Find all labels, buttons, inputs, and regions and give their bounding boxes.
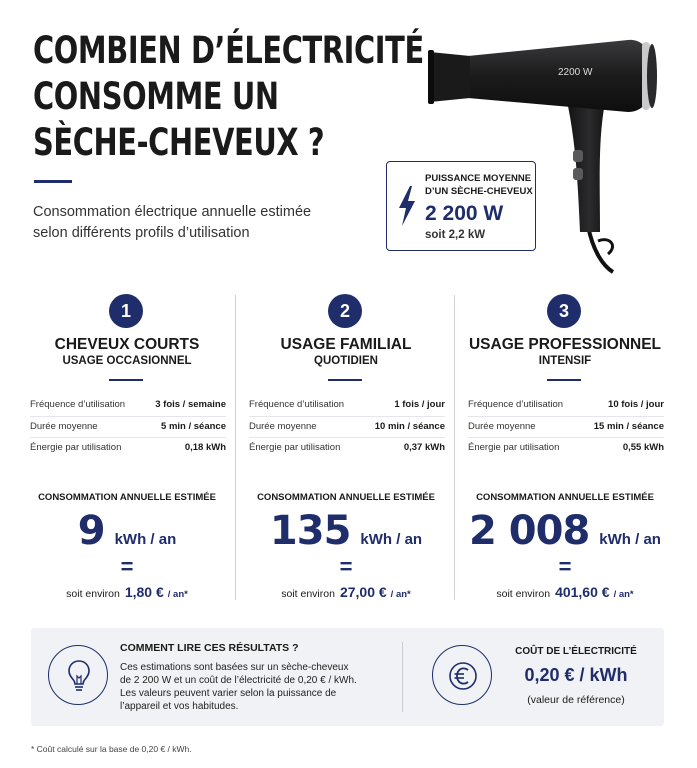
euro-icon <box>432 645 492 705</box>
stat-row-frequency <box>468 395 664 417</box>
lightning-bolt-icon <box>397 186 417 226</box>
stat-value: 10 fois / jour <box>608 399 664 410</box>
profile-number-badge: 2 <box>328 294 362 328</box>
profile-accent-rule <box>547 379 581 381</box>
stat-label: Énergie par utilisation <box>468 442 560 453</box>
annual-cost-unit: / an* <box>390 589 411 600</box>
annual-consumption-label: CONSOMMATION ANNUELLE ESTIMÉE <box>476 492 654 503</box>
page-subtitle <box>33 202 333 244</box>
stat-row-frequency <box>249 395 445 417</box>
profile-stats <box>468 395 664 460</box>
stat-value: 0,55 kWh <box>622 442 664 453</box>
average-power-label <box>425 172 533 198</box>
profile-subtitle: USAGE OCCASIONNEL <box>62 355 192 367</box>
stat-value: 5 min / séance <box>161 420 226 432</box>
electricity-cost-label: COÛT DE L’ÉLECTRICITÉ <box>515 646 637 657</box>
stat-label: Durée moyenne <box>249 420 317 432</box>
profile-card-family <box>237 292 455 604</box>
annual-consumption-value: 9 <box>77 508 105 554</box>
page-title-line-2: CONSOMME UN <box>33 75 279 118</box>
annual-consumption-unit: kWh / an <box>114 531 177 548</box>
page-subtitle-line-1: Consommation électrique annuelle estimée <box>33 204 312 220</box>
profile-title: USAGE FAMILIAL <box>280 336 412 353</box>
page-title <box>33 28 424 166</box>
profile-title: CHEVEUX COURTS <box>54 336 200 353</box>
annual-cost-value: 401,60 € <box>555 584 610 600</box>
electricity-cost-value: 0,20 € / kWh <box>524 665 628 685</box>
lightbulb-icon-glyph <box>67 659 91 693</box>
annual-cost-unit: / an* <box>613 589 634 600</box>
equals-sign: = <box>120 554 134 579</box>
stat-row-energy <box>468 438 664 460</box>
equals-sign: = <box>558 554 572 579</box>
annual-consumption <box>237 508 455 554</box>
stat-value: 0,18 kWh <box>184 442 226 453</box>
stat-value: 3 fois / semaine <box>155 399 226 410</box>
profile-subtitle: INTENSIF <box>538 355 592 367</box>
hair-dryer-power-label: 2200 W <box>558 67 593 78</box>
annual-consumption-label: CONSOMMATION ANNUELLE ESTIMÉE <box>38 492 216 503</box>
stat-label: Énergie par utilisation <box>30 442 122 453</box>
info-title: COMMENT LIRE CES RÉSULTATS ? <box>120 642 299 654</box>
annual-consumption-label: CONSOMMATION ANNUELLE ESTIMÉE <box>257 492 435 503</box>
annual-consumption-value: 2 008 <box>469 508 590 554</box>
profile-stats <box>249 395 445 460</box>
info-text-line-1: Ces estimations sont basées sur un sèche-cheveux <box>120 662 349 673</box>
stat-row-duration <box>249 417 445 439</box>
stat-label: Fréquence d’utilisation <box>30 399 126 410</box>
footnote: * Coût calculé sur la base de 0,20 € / kWh. <box>31 744 192 754</box>
annual-cost-prefix: soit environ <box>281 588 335 600</box>
annual-cost <box>237 584 455 600</box>
info-text-line-3: Les valeurs peuvent varier selon la puissance de <box>120 688 337 699</box>
profile-number-badge: 3 <box>547 294 581 328</box>
info-separator <box>402 642 403 712</box>
stat-row-energy <box>30 438 226 460</box>
average-power-label-line-1: PUISSANCE MOYENNE <box>425 173 532 184</box>
annual-cost-unit: / an* <box>167 589 188 600</box>
average-power-value: 2 200 W <box>425 202 504 225</box>
stat-value: 1 fois / jour <box>394 399 445 410</box>
info-text <box>120 661 380 713</box>
stat-value: 0,37 kWh <box>403 442 445 453</box>
euro-icon-glyph <box>448 661 478 691</box>
page-subtitle-line-2: selon différents profils d’utilisation <box>33 225 250 241</box>
average-power-box <box>386 161 536 251</box>
stat-label: Fréquence d’utilisation <box>249 399 345 410</box>
profile-accent-rule <box>109 379 143 381</box>
title-accent-rule <box>34 180 72 183</box>
info-text-line-4: l’appareil et vos habitudes. <box>120 701 239 712</box>
annual-consumption <box>18 508 236 554</box>
electricity-cost-note: (valeur de référence) <box>527 694 625 706</box>
profile-title: USAGE PROFESSIONNEL <box>468 336 662 353</box>
annual-consumption-unit: kWh / an <box>360 531 423 548</box>
annual-consumption-unit: kWh / an <box>599 531 661 548</box>
profile-stats <box>30 395 226 460</box>
info-text-line-2: de 2 200 W et un coût de l’électricité de 0,20 € / kWh. <box>120 675 357 686</box>
profile-card-short-hair <box>18 292 236 604</box>
stat-row-frequency <box>30 395 226 417</box>
profile-accent-rule <box>328 379 362 381</box>
annual-cost-prefix: soit environ <box>496 588 551 600</box>
stat-value: 10 min / séance <box>374 420 445 432</box>
annual-cost <box>18 584 236 600</box>
profile-subtitle: QUOTIDIEN <box>314 355 378 367</box>
stat-row-duration <box>30 417 226 439</box>
annual-cost-value: 1,80 € <box>124 584 164 600</box>
profile-card-professional <box>456 292 674 604</box>
annual-consumption-value: 135 <box>269 508 351 554</box>
profile-number-badge: 1 <box>109 294 143 328</box>
results-info-panel <box>31 628 664 726</box>
stat-label: Durée moyenne <box>468 420 536 432</box>
annual-cost-prefix: soit environ <box>66 588 120 600</box>
annual-cost <box>456 584 674 600</box>
stat-label: Durée moyenne <box>30 420 98 432</box>
average-power-label-line-2: D’UN SÈCHE-CHEVEUX <box>425 186 533 197</box>
stat-row-energy <box>249 438 445 460</box>
stat-label: Fréquence d’utilisation <box>468 399 564 410</box>
equals-sign: = <box>339 554 353 579</box>
average-power-kw: soit 2,2 kW <box>425 229 486 241</box>
annual-cost-value: 27,00 € <box>339 584 387 600</box>
stat-row-duration <box>468 417 664 439</box>
annual-consumption <box>456 508 674 554</box>
stat-label: Énergie par utilisation <box>249 442 341 453</box>
lightbulb-icon <box>48 645 108 705</box>
page-title-line-1: COMBIEN D’ÉLECTRICITÉ <box>33 29 424 72</box>
page-title-line-3: SÈCHE-CHEVEUX ? <box>33 121 325 164</box>
stat-value: 15 min / séance <box>593 420 664 432</box>
